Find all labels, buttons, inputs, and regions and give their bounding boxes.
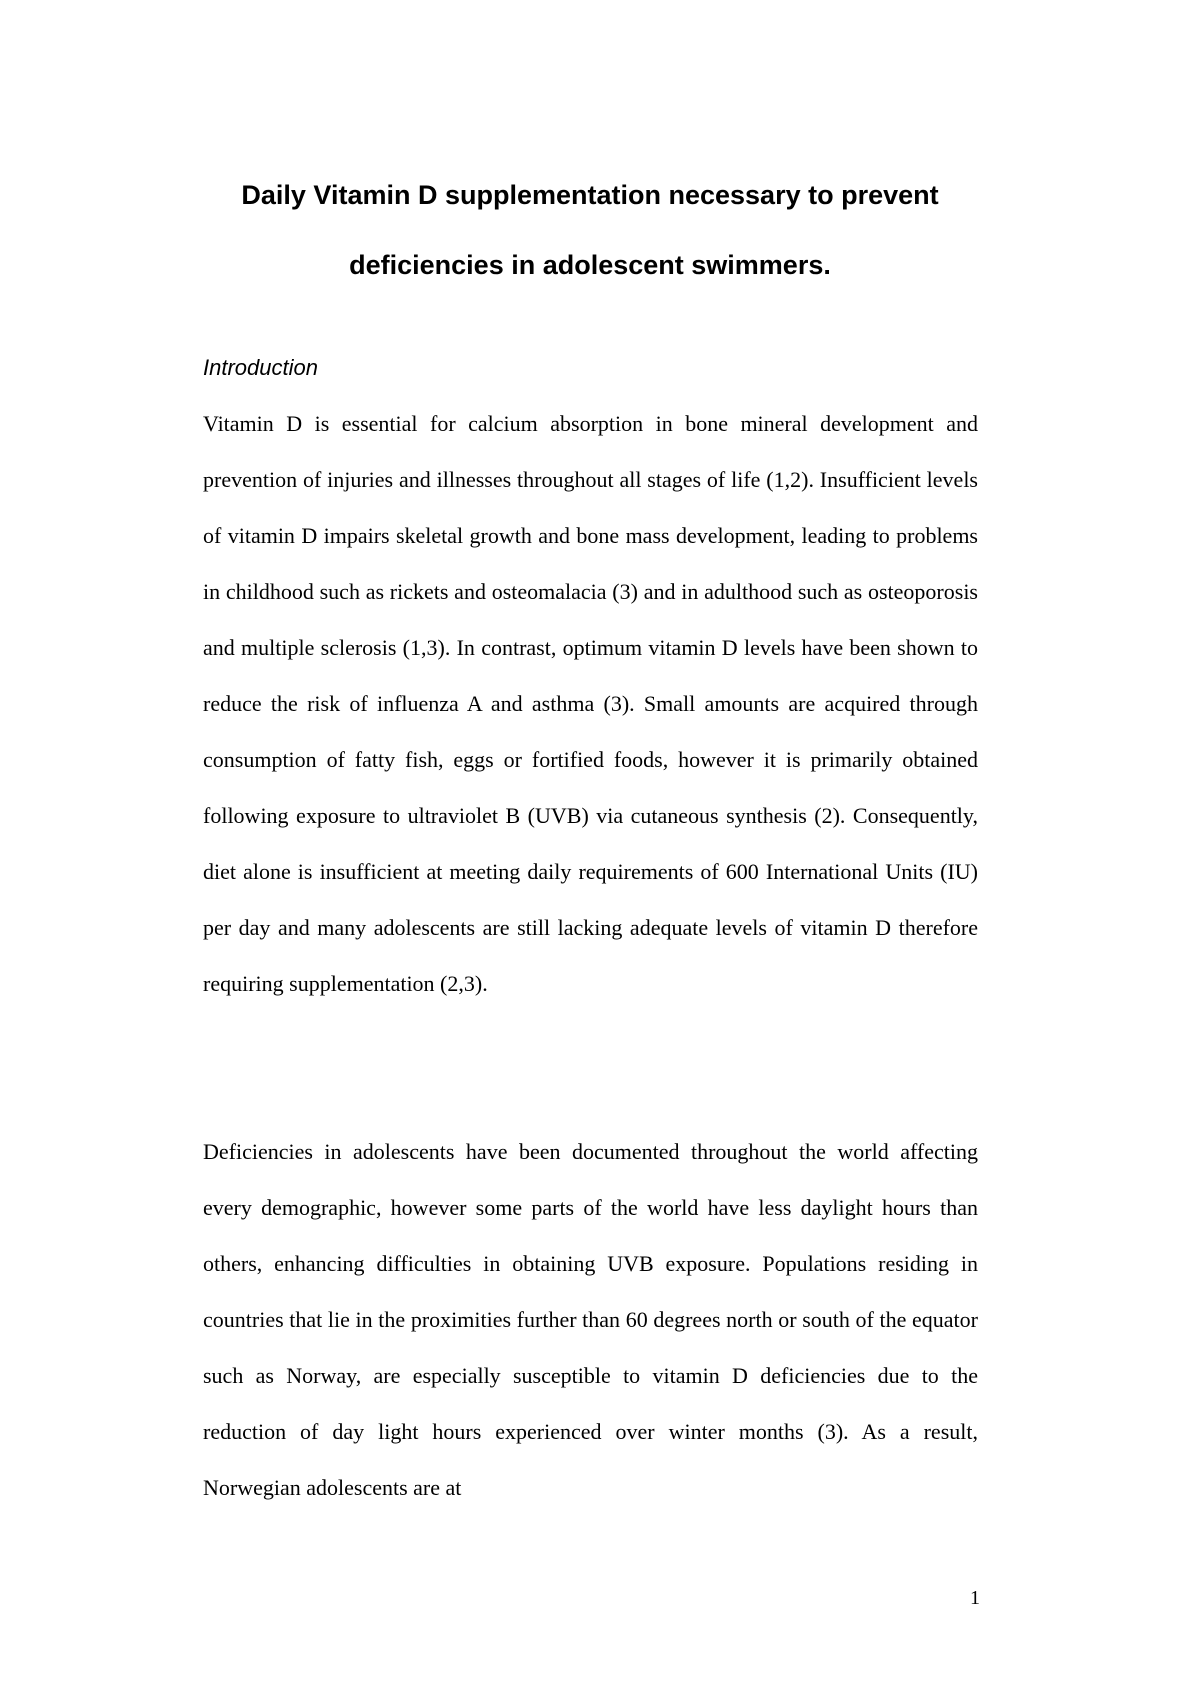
document-title bbox=[200, 160, 980, 300]
page-number: 1 bbox=[970, 1587, 980, 1609]
title-line-2: deficiencies in adolescent swimmers. bbox=[349, 250, 831, 280]
paragraph-2: Deficiencies in adolescents have been documented throughout the world affecting every demographic, however some parts of the world have less daylight hours than others, enhancing difficulties in obtaining UVB exposure. Populations residing in countries that lie in the proximities further than 60 degrees north or south of the equator such as Norway, are especially susceptible to vitamin D deficiencies due to the reduction of day light hours experienced over winter months (3). As a result, Norwegian adolescents are at bbox=[203, 1139, 978, 1500]
title-line-1: Daily Vitamin D supplementation necessary to prevent bbox=[241, 180, 939, 210]
section-heading-introduction: Introduction bbox=[203, 355, 318, 380]
paragraph-1: Vitamin D is essential for calcium absorption in bone mineral development and prevention of injuries and illnesses throughout all stages of life (1,2). Insufficient levels of vitamin D impairs skeletal growth and bone mass development, leading to problems in childhood such as rickets and osteomalacia (3) and in adulthood such as osteoporosis and multiple sclerosis (1,3). In contrast, optimum vitamin D levels have been shown to reduce the risk of influenza A and asthma (3). Small amounts are acquired through consumption of fatty fish, eggs or fortified foods, however it is primarily obtained following exposure to ultraviolet B (UVB) via cutaneous synthesis (2). Consequently, diet alone is insufficient at meeting daily requirements of 600 International Units (IU) per day and many adolescents are still lacking adequate levels of vitamin D therefore requiring supplementation (2,3). bbox=[203, 411, 978, 996]
